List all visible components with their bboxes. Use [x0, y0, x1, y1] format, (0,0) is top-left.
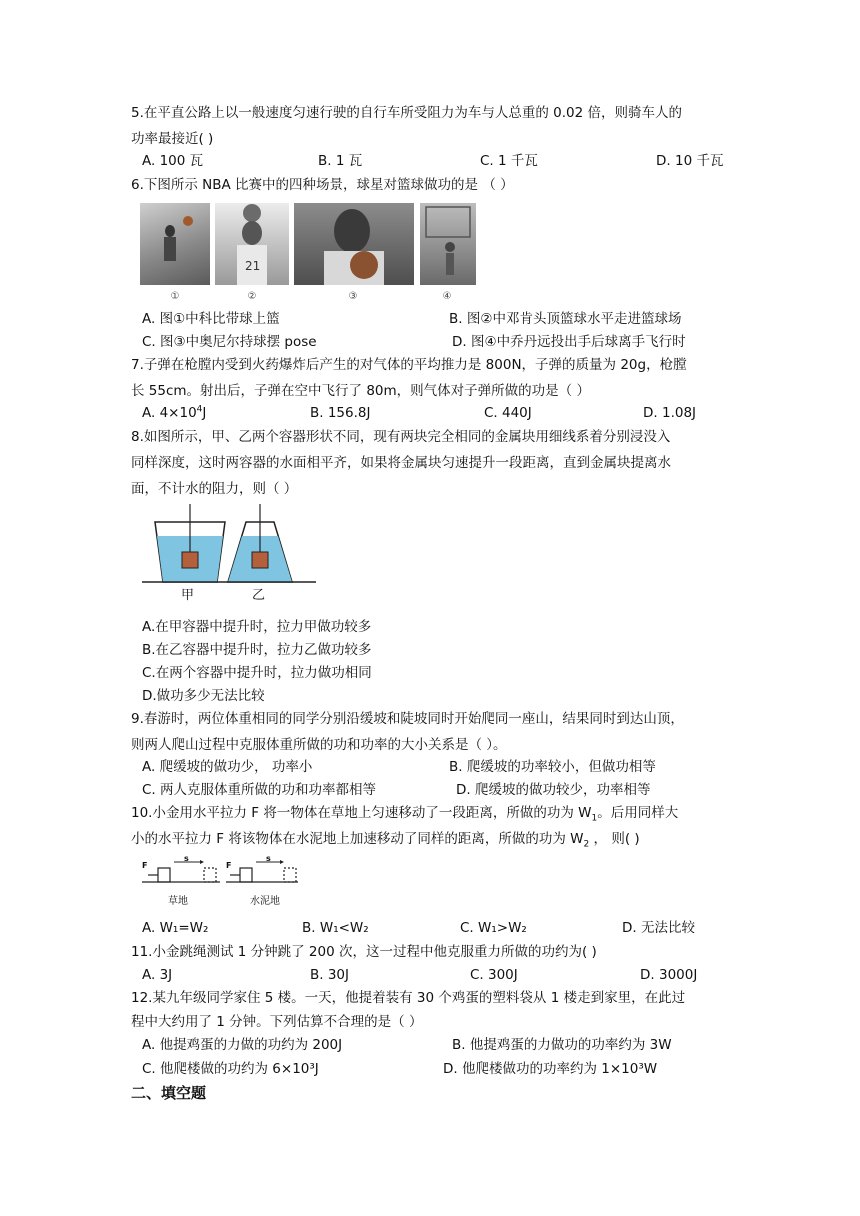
q5-option-c: C. 1 千瓦: [480, 153, 538, 169]
q9-option-b: B. 爬缓坡的功率较小，但做功相等: [449, 759, 656, 775]
q7-options: [0, 403, 860, 423]
q10-diagram-svg: [140, 852, 300, 896]
q6-option-d: D. 图④中乔丹远投出手后球离手飞行时: [452, 334, 686, 350]
q6-text-line1: 6.下图所示 NBA 比赛中的四种场景，球星对篮球做功的是 （ ）: [131, 177, 514, 193]
q7-text-line1: 7.子弹在枪膛内受到火药爆炸后产生的对气体的平均推力是 800N，子弹的质量为 20g，枪膛: [131, 357, 687, 373]
q10-option-c: C. W₁>W₂: [460, 920, 527, 936]
q12-option-b: B. 他提鸡蛋的力做功的功率约为 3W: [452, 1037, 672, 1053]
q7-text-line2: 长 55cm。射出后，子弹在空中飞行了 80m，则气体对子弹所做的功是（ ）: [131, 383, 590, 399]
q11-option-a: A. 3J: [142, 967, 173, 983]
q5-options: [0, 151, 860, 171]
q11-option-c: C. 300J: [470, 967, 518, 983]
q11-option-d: D. 3000J: [640, 967, 698, 983]
q7-option-c: C. 440J: [484, 405, 532, 421]
q6-caption-1: ①: [170, 291, 180, 302]
q10-diagram: [140, 852, 300, 912]
q8-text-line2: 同样深度，这时两容器的水面相平齐，如果将金属块匀速提升一段距离，直到金属块提离水: [131, 455, 671, 471]
q6-option-c: C. 图③中奥尼尔持球摆 pose: [142, 334, 317, 350]
q6-photo-3: [294, 203, 414, 285]
q9-text-line1: 9.春游时，两位体重相同的同学分别沿缓坡和陡坡同时开始爬同一座山，结果同时到达山顶，: [131, 711, 684, 727]
q10-block-concrete-end: [284, 868, 296, 882]
q10-options: [0, 918, 860, 938]
q10-letter-s2: s: [266, 854, 271, 863]
section-heading-fill-in: 二、填空题: [131, 1084, 207, 1102]
q10-block-grass-end: [204, 868, 216, 882]
q8-label-jia: 甲: [181, 588, 195, 603]
q8-text-line3: 面，不计水的阻力，则（ ）: [131, 481, 298, 497]
q6-options-row1: [0, 309, 860, 329]
q9-option-c: C. 两人克服体重所做的功和功率都相等: [142, 782, 377, 798]
q12-option-a: A. 他提鸡蛋的力做的功约为 200J: [142, 1037, 343, 1053]
q8-label-yi: 乙: [252, 588, 266, 603]
q8-option-b: B.在乙容器中提升时，拉力乙做功较多: [142, 642, 372, 658]
q6-photo-4: [420, 203, 476, 285]
q6-photo-1: [140, 203, 210, 285]
q8-containers-figure: [140, 500, 320, 610]
q9-option-d: D. 爬缓坡的做功较少，功率相等: [456, 782, 651, 798]
q7-option-a: A. $4\times 10^4J$: [142, 404, 207, 421]
q8-block-yi: [252, 552, 268, 568]
q9-text-line2: 则两人爬山过程中克服体重所做的功和功率的大小关系是（ ）。: [131, 737, 507, 753]
q8-block-jia: [182, 552, 198, 568]
q5-text-line2: 功率最接近( ): [131, 131, 214, 147]
q12-option-c: C. 他爬楼做的功约为 6×10³J: [142, 1061, 319, 1077]
q5-option-b: B. 1 瓦: [318, 153, 363, 169]
q6-jersey-number: 21: [245, 259, 261, 273]
q5-option-d: D. 10 千瓦: [656, 153, 724, 169]
q10-option-d: D. 无法比较: [622, 920, 695, 936]
q10-block-concrete-start: [240, 868, 252, 882]
q10-letter-f2: F: [226, 861, 232, 870]
q12-options-row2: [0, 1059, 860, 1079]
q5-text-line1: 5.在平直公路上以一般速度匀速行驶的自行车所受阻力为车与人总重的 0.02 倍，则骑车人的: [131, 105, 683, 121]
q10-label-concrete: 水泥地: [250, 896, 280, 907]
q10-option-a: A. W₁=W₂: [142, 920, 209, 936]
q8-containers-svg: [140, 500, 320, 610]
q9-option-a: A. 爬缓坡的做功少， 功率小: [142, 759, 313, 775]
q9-options-row2: [0, 780, 860, 800]
q11-option-b: B. 30J: [310, 967, 350, 983]
q8-option-c: C.在两个容器中提升时，拉力做功相同: [142, 665, 372, 681]
q5-option-a: A. 100 瓦: [142, 153, 204, 169]
q10-letter-f1: F: [142, 861, 148, 870]
q10-block-grass-start: [158, 868, 170, 882]
q10-letter-s1: s: [184, 854, 189, 863]
q12-text-line1: 12.某九年级同学家住 5 楼。一天，他提着装有 30 个鸡蛋的塑料袋从 1 楼走到家里，在此过: [131, 990, 686, 1006]
q6-photo-2: [215, 203, 289, 285]
q10-text-line2: 小的水平拉力 F 将该物体在水泥地上加速移动了同样的距离，所做的功为 $W_2$ ， 则( ): [131, 831, 640, 850]
q6-options-row2: [0, 332, 860, 352]
q12-options-row1: [0, 1035, 860, 1055]
q8-option-a: A.在甲容器中提升时，拉力甲做功较多: [142, 619, 372, 635]
q10-label-grass: 草地: [168, 896, 188, 907]
q6-caption-2: ②: [247, 291, 257, 302]
q7-option-d: D. 1.08J: [643, 405, 697, 421]
q6-caption-4: ④: [442, 291, 452, 302]
q10-option-b: B. W₁<W₂: [302, 920, 369, 936]
q6-caption-3: ③: [348, 291, 358, 302]
q8-option-d: D.做功多少无法比较: [142, 688, 265, 704]
q11-text-line1: 11.小金跳绳测试 1 分钟跳了 200 次，这一过程中他克服重力所做的功约为( ): [131, 944, 597, 960]
q10-text-line1: 10.小金用水平拉力 F 将一物体在草地上匀速移动了一段距离，所做的功为 $W_1$。后用同样大: [131, 805, 679, 824]
q11-options: [0, 965, 860, 985]
q9-options-row1: [0, 757, 860, 777]
q6-option-b: B. 图②中邓肯头顶篮球水平走进篮球场: [449, 311, 682, 327]
q7-option-b: B. 156.8J: [310, 405, 371, 421]
q12-text-line2: 程中大约用了 1 分钟。下列估算不合理的是（ ）: [131, 1014, 423, 1030]
q6-option-a: A. 图①中科比带球上篮: [142, 311, 280, 327]
q8-text-line1: 8.如图所示，甲、乙两个容器形状不同，现有两块完全相同的金属块用细线系着分别浸没入: [131, 429, 671, 445]
q6-photo-strip: [140, 203, 480, 305]
q12-option-d: D. 他爬楼做功的功率约为 1×10³W: [443, 1061, 658, 1077]
